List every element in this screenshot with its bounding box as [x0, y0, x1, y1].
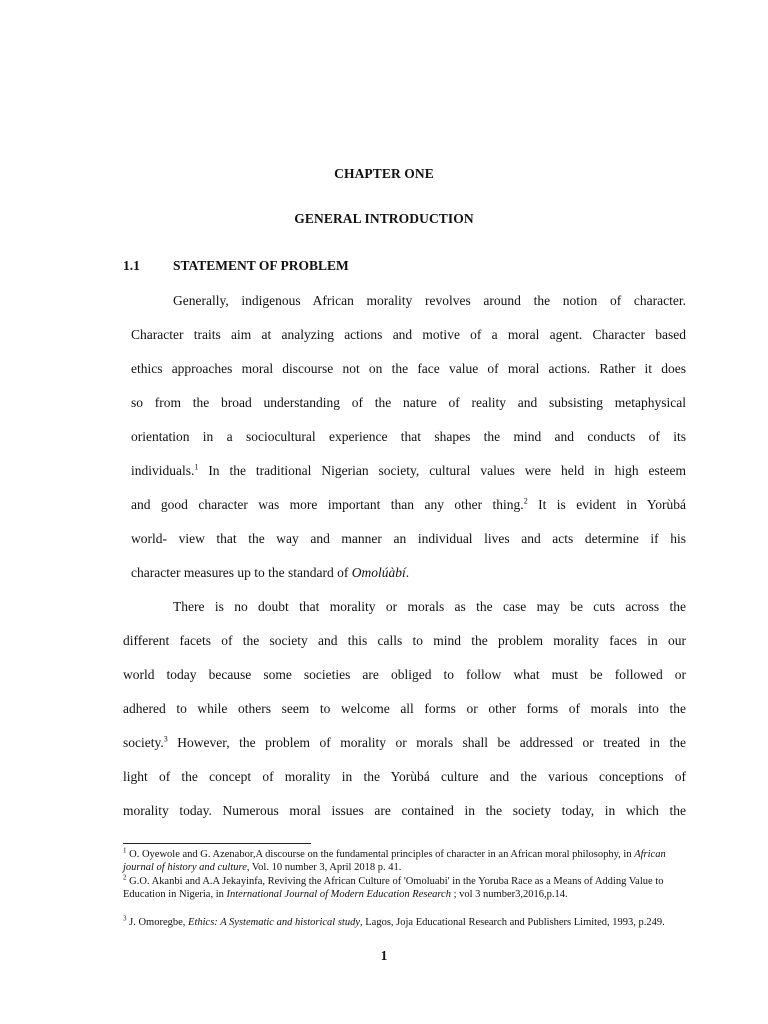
footnote-ref: 1	[194, 462, 199, 472]
footnote-mark: 3	[123, 914, 127, 923]
footnote-text: O. Oyewole and G. Azenabor,A discourse on the fundamental principles of character in an African moral philosophy, in	[126, 849, 635, 860]
text-span: In the traditional Nigerian society, cultural values were held in high esteem	[198, 463, 686, 478]
footnote-source: African journal of history and culture	[123, 849, 666, 873]
text-line: There is no doubt that morality or morals as the case may be cuts across the	[173, 599, 686, 614]
footnote-source: Ethics: A Systematic and historical study	[188, 917, 360, 928]
text-span: It is evident in Yorùbá	[527, 497, 686, 512]
text-line	[131, 497, 686, 513]
text-line: world- view that the way and manner an individual lives and acts determine if his	[131, 531, 686, 546]
footnote-text: , Vol. 10 number 3, April 2018 p. 41.	[246, 861, 402, 873]
footnote-ref: 2	[523, 496, 528, 506]
text-line: different facets of the society and this calls to mind the problem morality faces in our	[123, 633, 686, 648]
text-span: .	[405, 565, 410, 580]
text-line: so from the broad understanding of the nature of reality and subsisting metaphysical	[131, 395, 686, 410]
text-line	[131, 463, 686, 479]
footnote-mark: 1	[123, 846, 127, 855]
text-line: ethics approaches moral discourse not on the face value of moral actions. Rather it does	[131, 361, 686, 376]
section-number: 1.1	[123, 258, 140, 273]
chapter-heading: CHAPTER ONE	[334, 166, 434, 181]
text-span: However, the problem of morality or morals shall be addressed or treated in the	[167, 735, 686, 750]
footnote-1	[123, 846, 683, 874]
text-span: individuals.	[131, 463, 195, 478]
footnote-2	[123, 873, 683, 901]
yoruba-term: Omolúàbí	[351, 565, 406, 580]
text-line	[131, 565, 686, 581]
footnote-source: International Journal of Modern Education Research	[226, 888, 451, 900]
section-title: STATEMENT OF PROBLEM	[173, 258, 349, 273]
footnote-separator	[123, 843, 311, 844]
footnote-3	[123, 914, 683, 930]
text-line: adhered to while others seem to welcome all forms or other forms of morals into the	[123, 701, 686, 716]
section-heading	[123, 258, 349, 274]
footnote-ref: 3	[163, 734, 168, 744]
footnote-text: G.O. Akanbi and A.A Jekayinfa, Reviving the African Culture of 'Omoluabi' in the Yoruba Race as a Means of Adding Value to Education in Nigeria, in	[123, 876, 664, 900]
text-line: morality today. Numerous moral issues are contained in the society today, in which the	[123, 803, 686, 818]
text-line: Generally, indigenous African morality revolves around the notion of character.	[173, 293, 686, 308]
footnote-text: , Lagos, Joja Educational Research and Publishers Limited, 1993, p.249.	[360, 917, 665, 928]
text-span: character measures up to the standard of	[131, 565, 352, 580]
text-line: world today because some societies are obliged to follow what must be followed or	[123, 667, 686, 682]
text-line	[123, 735, 686, 751]
chapter-title: GENERAL INTRODUCTION	[294, 211, 474, 226]
text-span: and good character was more important than any other thing.	[131, 497, 524, 512]
footnote-text: J. Omoregbe,	[126, 917, 189, 928]
text-line: Character traits aim at analyzing actions and motive of a moral agent. Character based	[131, 327, 686, 342]
text-line: light of the concept of morality in the Yorùbá culture and the various conceptions of	[123, 769, 686, 784]
footnote-text: ; vol 3 number3,2016,p.14.	[450, 888, 568, 900]
text-span: society.	[123, 735, 164, 750]
text-line: orientation in a sociocultural experience that shapes the mind and conducts of its	[131, 429, 686, 444]
footnote-mark: 2	[123, 873, 127, 882]
page-number: 1	[380, 948, 388, 963]
